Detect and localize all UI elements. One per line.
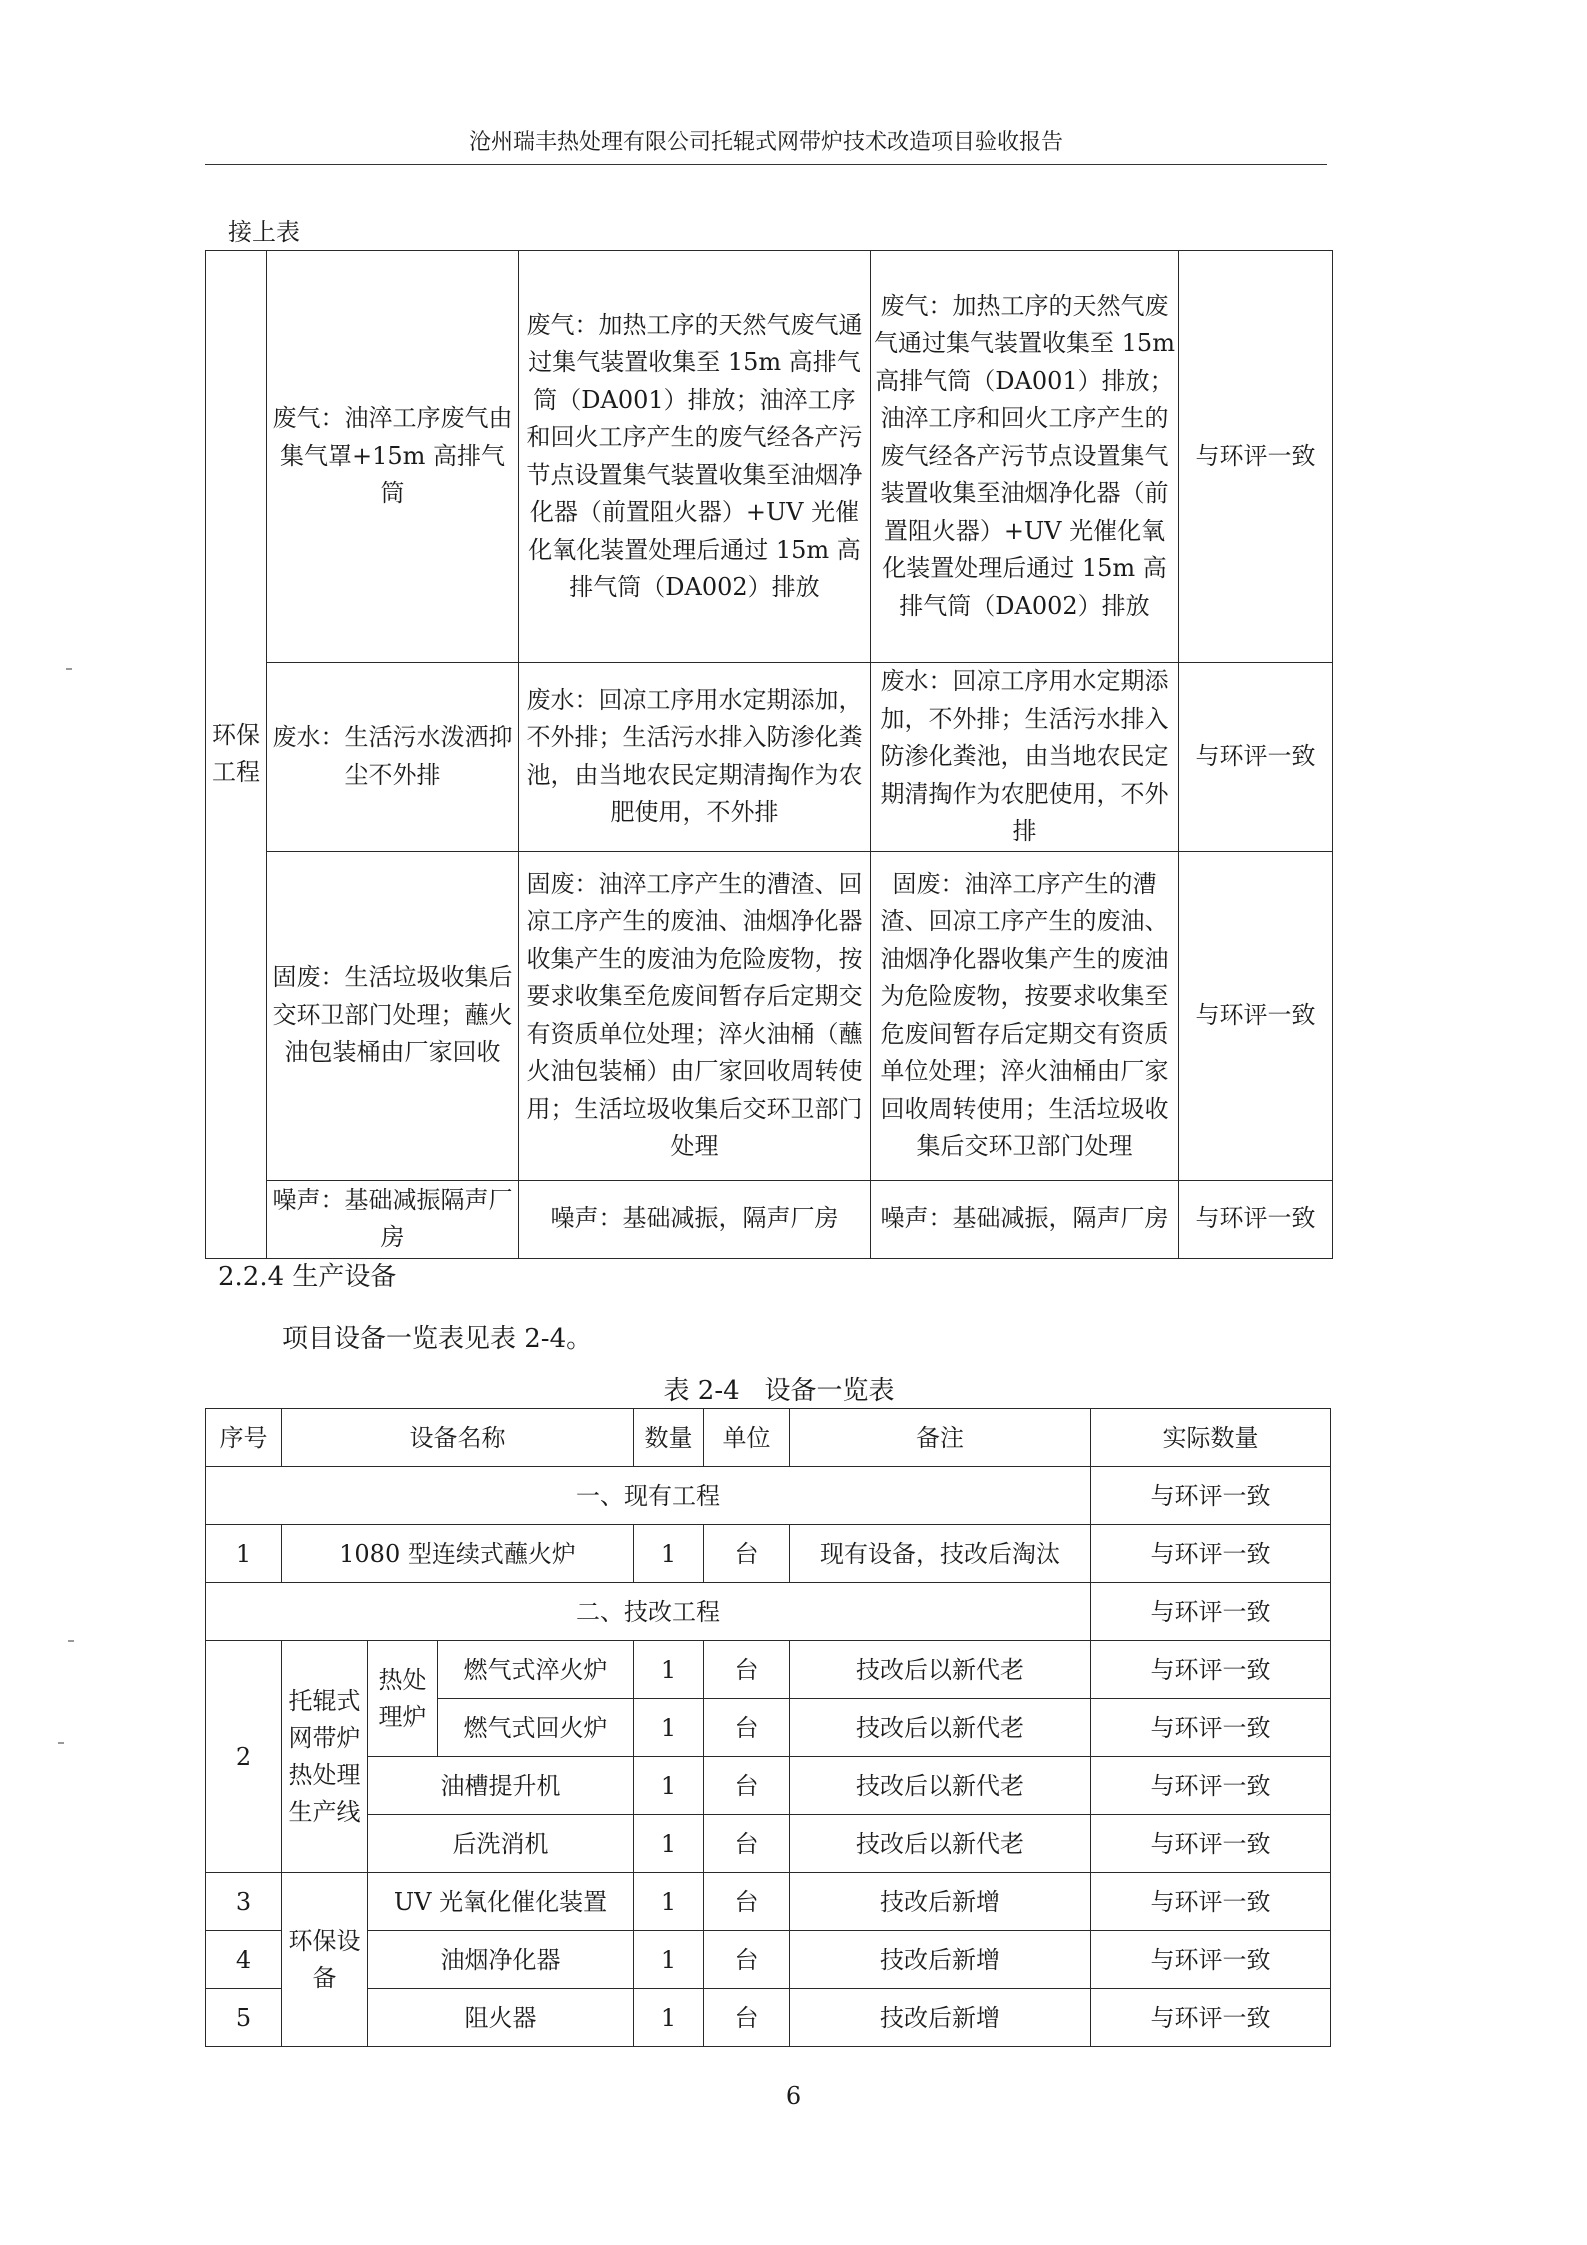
table-caption: 表 2-4 设备一览表 bbox=[663, 1376, 895, 1406]
actual-cell: 与环评一致 bbox=[1091, 1989, 1331, 2047]
body-paragraph: 项目设备一览表见表 2-4。 bbox=[282, 1324, 593, 1354]
remark-cell: 技改后以新代老 bbox=[790, 1815, 1091, 1873]
group-label-cell: 一、现有工程 bbox=[206, 1467, 1091, 1525]
actual-cell: 与环评一致 bbox=[1091, 1815, 1331, 1873]
eia-requirement-cell: 固废：油淬工序产生的漕渣、回凉工序产生的废油、油烟净化器收集产生的废油为危险废物，按要求收集至危废间暂存后定期交有资质单位处理；淬火油桶（蘸火油包装桶）由厂家回收周转使用；生活垃圾收集后交环卫部门处理 bbox=[519, 851, 871, 1180]
table-row bbox=[206, 1989, 1331, 2047]
header-cell: 序号 bbox=[206, 1409, 282, 1467]
production-line-cell: 托辊式网带炉热处理生产线 bbox=[282, 1641, 368, 1873]
unit-cell: 台 bbox=[704, 1989, 790, 2047]
conclusion-cell: 与环评一致 bbox=[1179, 251, 1333, 663]
table-row bbox=[206, 1641, 1331, 1699]
no-cell: 2 bbox=[206, 1641, 282, 1873]
equipment-name-cell: 油槽提升机 bbox=[368, 1757, 634, 1815]
table-row bbox=[206, 251, 1333, 663]
actual-cell: 与环评一致 bbox=[1091, 1641, 1331, 1699]
table-row bbox=[206, 1873, 1331, 1931]
equipment-table bbox=[205, 1408, 1331, 2047]
remark-cell: 现有设备，技改后淘汰 bbox=[790, 1525, 1091, 1583]
unit-cell: 台 bbox=[704, 1815, 790, 1873]
header-cell: 实际数量 bbox=[1091, 1409, 1331, 1467]
unit-cell: 台 bbox=[704, 1931, 790, 1989]
design-measure-cell: 噪声：基础减振隔声厂房 bbox=[267, 1180, 519, 1258]
remark-cell: 技改后新增 bbox=[790, 1873, 1091, 1931]
actual-cell: 与环评一致 bbox=[1091, 1467, 1331, 1525]
group-row bbox=[206, 1467, 1331, 1525]
no-cell: 5 bbox=[206, 1989, 282, 2047]
design-measure-cell: 废气：油淬工序废气由集气罩+15m 高排气筒 bbox=[267, 251, 519, 663]
equipment-name-cell: UV 光氧化催化装置 bbox=[368, 1873, 634, 1931]
furnace-group-cell: 热处理炉 bbox=[368, 1641, 438, 1757]
eia-requirement-cell: 废气：加热工序的天然气废气通过集气装置收集至 15m 高排气筒（DA001）排放；油淬工序和回火工序产生的废气经各产污节点设置集气装置收集至油烟净化器（前置阻火器）+UV 光催化氧化装置处理后通过 15m 高排气筒（DA002）排放 bbox=[519, 251, 871, 663]
header-cell: 单位 bbox=[704, 1409, 790, 1467]
header-cell: 数量 bbox=[634, 1409, 704, 1467]
equipment-name-cell: 燃气式淬火炉 bbox=[438, 1641, 634, 1699]
design-measure-cell: 废水：生活污水泼洒抑尘不外排 bbox=[267, 663, 519, 852]
design-measure-cell: 固废：生活垃圾收集后交环卫部门处理；蘸火油包装桶由厂家回收 bbox=[267, 851, 519, 1180]
unit-cell: 台 bbox=[704, 1525, 790, 1583]
actual-cell: 与环评一致 bbox=[1091, 1873, 1331, 1931]
unit-cell: 台 bbox=[704, 1641, 790, 1699]
remark-cell: 技改后以新代老 bbox=[790, 1757, 1091, 1815]
unit-cell: 台 bbox=[704, 1757, 790, 1815]
actual-cell: 与环评一致 bbox=[1091, 1931, 1331, 1989]
no-cell: 1 bbox=[206, 1525, 282, 1583]
header-cell: 备注 bbox=[790, 1409, 1091, 1467]
actual-construction-cell: 废气：加热工序的天然气废气通过集气装置收集至 15m 高排气筒（DA001）排放；油淬工序和回火工序产生的废气经各产污节点设置集气装置收集至油烟净化器（前置阻火器）+UV 光催化氧化装置处理后通过 15m 高排气筒（DA002）排放 bbox=[871, 251, 1179, 663]
remark-cell: 技改后新增 bbox=[790, 1931, 1091, 1989]
equipment-name-cell: 1080 型连续式蘸火炉 bbox=[282, 1525, 634, 1583]
table-header-row bbox=[206, 1409, 1331, 1467]
group-label-cell: 二、技改工程 bbox=[206, 1583, 1091, 1641]
conclusion-cell: 与环评一致 bbox=[1179, 663, 1333, 852]
scan-mark bbox=[68, 1640, 74, 1642]
actual-construction-cell: 固废：油淬工序产生的漕渣、回凉工序产生的废油、油烟净化器收集产生的废油为危险废物，按要求收集至危废间暂存后定期交有资质单位处理；淬火油桶由厂家回收周转使用；生活垃圾收集后交环卫部门处理 bbox=[871, 851, 1179, 1180]
table-row bbox=[206, 851, 1333, 1180]
table-row bbox=[206, 1757, 1331, 1815]
eia-requirement-cell: 噪声：基础减振，隔声厂房 bbox=[519, 1180, 871, 1258]
qty-cell: 1 bbox=[634, 1873, 704, 1931]
section-title: 生产设备 bbox=[292, 1262, 397, 1292]
remark-cell: 技改后新增 bbox=[790, 1989, 1091, 2047]
table-row bbox=[206, 1931, 1331, 1989]
remark-cell: 技改后以新代老 bbox=[790, 1641, 1091, 1699]
conclusion-cell: 与环评一致 bbox=[1179, 1180, 1333, 1258]
table-row bbox=[206, 663, 1333, 852]
qty-cell: 1 bbox=[634, 1989, 704, 2047]
remark-cell: 技改后以新代老 bbox=[790, 1699, 1091, 1757]
actual-cell: 与环评一致 bbox=[1091, 1757, 1331, 1815]
qty-cell: 1 bbox=[634, 1525, 704, 1583]
page-header: 沧州瑞丰热处理有限公司托辊式网带炉技术改造项目验收报告 bbox=[205, 128, 1327, 165]
continuation-label: 接上表 bbox=[228, 218, 300, 246]
conclusion-cell: 与环评一致 bbox=[1179, 851, 1333, 1180]
unit-cell: 台 bbox=[704, 1699, 790, 1757]
equipment-name-cell: 燃气式回火炉 bbox=[438, 1699, 634, 1757]
actual-construction-cell: 噪声：基础减振，隔声厂房 bbox=[871, 1180, 1179, 1258]
scan-mark bbox=[58, 1742, 64, 1744]
actual-cell: 与环评一致 bbox=[1091, 1583, 1331, 1641]
no-cell: 4 bbox=[206, 1931, 282, 1989]
header-cell: 设备名称 bbox=[282, 1409, 634, 1467]
scan-mark bbox=[66, 668, 72, 670]
qty-cell: 1 bbox=[634, 1757, 704, 1815]
qty-cell: 1 bbox=[634, 1641, 704, 1699]
equipment-name-cell: 后洗消机 bbox=[368, 1815, 634, 1873]
actual-construction-cell: 废水：回凉工序用水定期添加，不外排；生活污水排入防渗化粪池，由当地农民定期清掏作为农肥使用，不外排 bbox=[871, 663, 1179, 852]
table-row bbox=[206, 1180, 1333, 1258]
no-cell: 3 bbox=[206, 1873, 282, 1931]
equipment-name-cell: 油烟净化器 bbox=[368, 1931, 634, 1989]
qty-cell: 1 bbox=[634, 1699, 704, 1757]
section-number: 2.2.4 bbox=[218, 1262, 285, 1292]
actual-cell: 与环评一致 bbox=[1091, 1525, 1331, 1583]
env-equipment-group-cell: 环保设备 bbox=[282, 1873, 368, 2047]
group-row bbox=[206, 1583, 1331, 1641]
env-protection-table bbox=[205, 250, 1333, 1259]
equipment-name-cell: 阻火器 bbox=[368, 1989, 634, 2047]
qty-cell: 1 bbox=[634, 1931, 704, 1989]
unit-cell: 台 bbox=[704, 1873, 790, 1931]
actual-cell: 与环评一致 bbox=[1091, 1699, 1331, 1757]
page-number: 6 bbox=[785, 2082, 802, 2110]
section-heading bbox=[218, 1256, 396, 1293]
eia-requirement-cell: 废水：回凉工序用水定期添加，不外排；生活污水排入防渗化粪池，由当地农民定期清掏作为农肥使用，不外排 bbox=[519, 663, 871, 852]
table-row bbox=[206, 1525, 1331, 1583]
qty-cell: 1 bbox=[634, 1815, 704, 1873]
category-cell: 环保工程 bbox=[206, 251, 267, 1259]
table-row bbox=[206, 1815, 1331, 1873]
